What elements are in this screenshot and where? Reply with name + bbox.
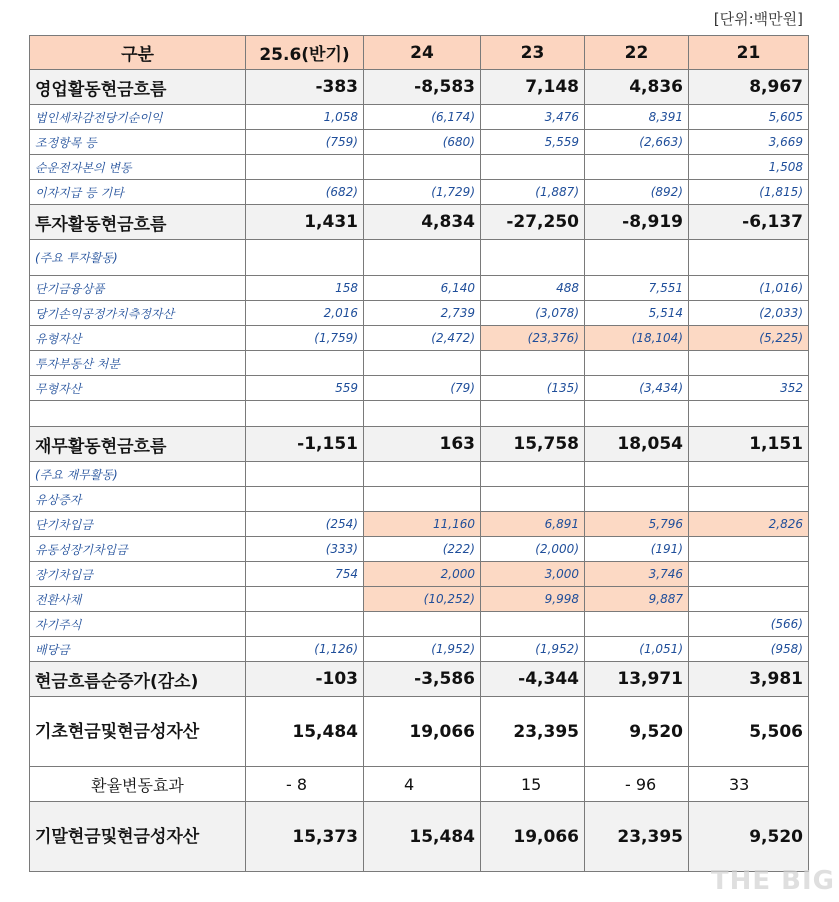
- table-cell: 33: [689, 767, 809, 802]
- table-cell: 19,066: [364, 697, 481, 767]
- table-cell: [689, 462, 809, 487]
- table-cell: (10,252): [364, 587, 481, 612]
- row-label: [30, 401, 246, 427]
- row-label: 배당금: [30, 637, 246, 662]
- table-cell: [689, 537, 809, 562]
- table-cell: 3,981: [689, 662, 809, 697]
- table-cell: (333): [246, 537, 364, 562]
- table-cell: (1,126): [246, 637, 364, 662]
- table-row: [30, 301, 809, 326]
- header-year: 25.6(반기): [246, 36, 364, 70]
- row-label: 유형자산: [30, 326, 246, 351]
- header-year: 23: [481, 36, 585, 70]
- table-row: [30, 155, 809, 180]
- table-cell: (3,434): [585, 376, 689, 401]
- cash-flow-table: [29, 35, 809, 872]
- table-cell: 1,151: [689, 427, 809, 462]
- table-cell: - 8: [246, 767, 364, 802]
- table-cell: [689, 401, 809, 427]
- table-cell: (2,472): [364, 326, 481, 351]
- table-cell: [481, 462, 585, 487]
- table-cell: [246, 487, 364, 512]
- table-cell: 9,887: [585, 587, 689, 612]
- row-label: 투자부동산 처분: [30, 351, 246, 376]
- table-cell: 9,520: [585, 697, 689, 767]
- table-row: [30, 205, 809, 240]
- table-row: [30, 537, 809, 562]
- table-cell: (191): [585, 537, 689, 562]
- table-cell: 2,739: [364, 301, 481, 326]
- table-cell: - 96: [585, 767, 689, 802]
- table-cell: (1,759): [246, 326, 364, 351]
- table-cell: [246, 462, 364, 487]
- table-cell: 352: [689, 376, 809, 401]
- table-cell: [364, 351, 481, 376]
- table-row: [30, 276, 809, 301]
- table-cell: 559: [246, 376, 364, 401]
- table-cell: [585, 351, 689, 376]
- table-cell: 9,520: [689, 802, 809, 872]
- table-cell: [689, 240, 809, 276]
- table-cell: [246, 240, 364, 276]
- table-cell: [364, 612, 481, 637]
- table-cell: (1,729): [364, 180, 481, 205]
- table-cell: (680): [364, 130, 481, 155]
- table-cell: -103: [246, 662, 364, 697]
- table-cell: (222): [364, 537, 481, 562]
- table-cell: (1,887): [481, 180, 585, 205]
- table-cell: (759): [246, 130, 364, 155]
- row-label: 단기금융상품: [30, 276, 246, 301]
- table-cell: 18,054: [585, 427, 689, 462]
- row-label: (주요 재무활동): [30, 462, 246, 487]
- row-label: 영업활동현금흐름: [30, 70, 246, 105]
- row-label: 환율변동효과: [30, 767, 246, 802]
- table-row: [30, 401, 809, 427]
- table-cell: 23,395: [585, 802, 689, 872]
- table-cell: 13,971: [585, 662, 689, 697]
- table-cell: -1,151: [246, 427, 364, 462]
- row-label: 전환사채: [30, 587, 246, 612]
- table-row: [30, 487, 809, 512]
- table-cell: 158: [246, 276, 364, 301]
- table-cell: 8,391: [585, 105, 689, 130]
- table-cell: 2,826: [689, 512, 809, 537]
- header-year: 24: [364, 36, 481, 70]
- header-category: 구분: [30, 36, 246, 70]
- table-cell: (566): [689, 612, 809, 637]
- table-cell: 4,836: [585, 70, 689, 105]
- table-cell: 15,484: [364, 802, 481, 872]
- table-cell: (3,078): [481, 301, 585, 326]
- table-cell: [246, 155, 364, 180]
- row-label: 기말현금및현금성자산: [30, 802, 246, 872]
- table-cell: 488: [481, 276, 585, 301]
- row-label: 당기손익공정가치측정자산: [30, 301, 246, 326]
- table-cell: -8,919: [585, 205, 689, 240]
- row-label: 무형자산: [30, 376, 246, 401]
- table-cell: 163: [364, 427, 481, 462]
- table-cell: (958): [689, 637, 809, 662]
- table-cell: 7,148: [481, 70, 585, 105]
- table-row: [30, 562, 809, 587]
- table-cell: [585, 401, 689, 427]
- table-cell: 5,796: [585, 512, 689, 537]
- table-cell: 4: [364, 767, 481, 802]
- table-cell: [481, 487, 585, 512]
- table-cell: 2,016: [246, 301, 364, 326]
- table-cell: 15: [481, 767, 585, 802]
- table-cell: (1,952): [481, 637, 585, 662]
- table-cell: (5,225): [689, 326, 809, 351]
- table-cell: (682): [246, 180, 364, 205]
- table-cell: [689, 351, 809, 376]
- table-cell: (1,016): [689, 276, 809, 301]
- table-cell: -8,583: [364, 70, 481, 105]
- header-row: [30, 36, 809, 70]
- table-cell: 5,605: [689, 105, 809, 130]
- table-row: [30, 130, 809, 155]
- row-label: 법인세차감전당기순이익: [30, 105, 246, 130]
- table-cell: 11,160: [364, 512, 481, 537]
- table-cell: 15,758: [481, 427, 585, 462]
- table-cell: -3,586: [364, 662, 481, 697]
- table-row: [30, 767, 809, 802]
- table-cell: [585, 462, 689, 487]
- table-row: [30, 70, 809, 105]
- header-year: 21: [689, 36, 809, 70]
- row-label: 장기차입금: [30, 562, 246, 587]
- table-cell: (2,000): [481, 537, 585, 562]
- table-cell: -383: [246, 70, 364, 105]
- table-cell: (23,376): [481, 326, 585, 351]
- table-cell: 6,140: [364, 276, 481, 301]
- table-cell: 1,058: [246, 105, 364, 130]
- table-row: [30, 427, 809, 462]
- table-cell: [364, 155, 481, 180]
- table-row: [30, 240, 809, 276]
- table-cell: [364, 462, 481, 487]
- table-cell: [246, 401, 364, 427]
- table-cell: 4,834: [364, 205, 481, 240]
- row-label: 기초현금및현금성자산: [30, 697, 246, 767]
- table-row: [30, 662, 809, 697]
- table-cell: 9,998: [481, 587, 585, 612]
- table-cell: (2,033): [689, 301, 809, 326]
- row-label: 자기주식: [30, 612, 246, 637]
- row-label: 단기차입금: [30, 512, 246, 537]
- table-cell: (2,663): [585, 130, 689, 155]
- table-cell: [689, 562, 809, 587]
- row-label: 유상증자: [30, 487, 246, 512]
- table-cell: [689, 587, 809, 612]
- table-cell: [585, 240, 689, 276]
- table-cell: (254): [246, 512, 364, 537]
- table-cell: [481, 401, 585, 427]
- table-cell: 3,000: [481, 562, 585, 587]
- table-cell: 8,967: [689, 70, 809, 105]
- table-cell: (1,815): [689, 180, 809, 205]
- table-cell: 5,506: [689, 697, 809, 767]
- table-row: [30, 462, 809, 487]
- header-year: 22: [585, 36, 689, 70]
- table-row: [30, 326, 809, 351]
- table-cell: [585, 612, 689, 637]
- table-cell: [246, 587, 364, 612]
- unit-label: [단위:백만원]: [713, 10, 803, 28]
- row-label: 조정항목 등: [30, 130, 246, 155]
- table-row: [30, 637, 809, 662]
- table-row: [30, 587, 809, 612]
- table-cell: 7,551: [585, 276, 689, 301]
- row-label: 현금흐름순증가(감소): [30, 662, 246, 697]
- table-cell: 1,508: [689, 155, 809, 180]
- watermark-logo: THE BIG: [710, 866, 835, 896]
- table-cell: [585, 155, 689, 180]
- row-label: 순운전자본의 변동: [30, 155, 246, 180]
- table-cell: 23,395: [481, 697, 585, 767]
- table-cell: (1,952): [364, 637, 481, 662]
- table-cell: 15,484: [246, 697, 364, 767]
- table-row: [30, 180, 809, 205]
- table-cell: [364, 401, 481, 427]
- table-cell: (892): [585, 180, 689, 205]
- table-cell: 3,476: [481, 105, 585, 130]
- table-row: [30, 376, 809, 401]
- table-row: [30, 105, 809, 130]
- table-cell: (1,051): [585, 637, 689, 662]
- row-label: 유동성장기차입금: [30, 537, 246, 562]
- row-label: 투자활동현금흐름: [30, 205, 246, 240]
- table-cell: 19,066: [481, 802, 585, 872]
- table-cell: [364, 240, 481, 276]
- table-row: [30, 802, 809, 872]
- table-cell: [481, 240, 585, 276]
- table-cell: (135): [481, 376, 585, 401]
- table-cell: [246, 612, 364, 637]
- table-cell: (6,174): [364, 105, 481, 130]
- row-label: 재무활동현금흐름: [30, 427, 246, 462]
- table-cell: -4,344: [481, 662, 585, 697]
- table-cell: [481, 155, 585, 180]
- table-cell: 5,514: [585, 301, 689, 326]
- table-cell: 5,559: [481, 130, 585, 155]
- table-cell: -6,137: [689, 205, 809, 240]
- row-label: (주요 투자활동): [30, 240, 246, 276]
- table-row: [30, 351, 809, 376]
- table-cell: 1,431: [246, 205, 364, 240]
- table-cell: [246, 351, 364, 376]
- table-cell: 754: [246, 562, 364, 587]
- table-row: [30, 697, 809, 767]
- table-cell: [481, 351, 585, 376]
- table-cell: 3,669: [689, 130, 809, 155]
- table-cell: [481, 612, 585, 637]
- table-cell: -27,250: [481, 205, 585, 240]
- table-row: [30, 512, 809, 537]
- table-row: [30, 612, 809, 637]
- table-cell: 6,891: [481, 512, 585, 537]
- table-cell: (18,104): [585, 326, 689, 351]
- table-cell: 3,746: [585, 562, 689, 587]
- table-cell: [689, 487, 809, 512]
- table-cell: [585, 487, 689, 512]
- table-cell: 15,373: [246, 802, 364, 872]
- row-label: 이자지급 등 기타: [30, 180, 246, 205]
- table-cell: [364, 487, 481, 512]
- table-cell: 2,000: [364, 562, 481, 587]
- table-cell: (79): [364, 376, 481, 401]
